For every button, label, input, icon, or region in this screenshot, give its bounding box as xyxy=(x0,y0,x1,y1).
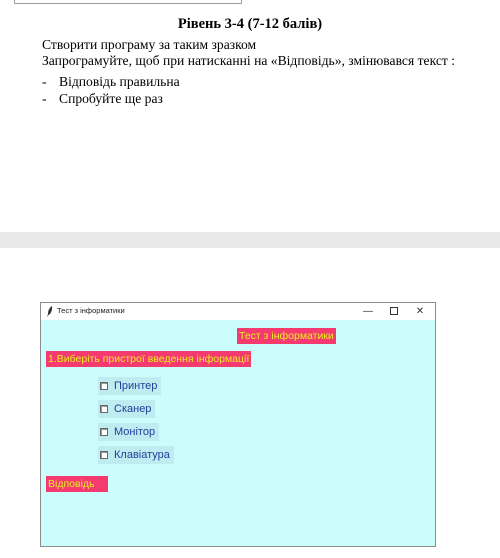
feather-icon xyxy=(47,306,53,317)
app-window xyxy=(40,302,436,547)
maximize-icon xyxy=(390,307,398,315)
checkbox-icon xyxy=(100,428,108,436)
doc-line-1: Створити програму за таким зразком xyxy=(42,37,257,52)
option-monitor-checkbox[interactable] xyxy=(98,423,159,441)
option-label: Сканер xyxy=(114,403,152,415)
doc-bullet-text: Відповідь правильна xyxy=(59,74,180,89)
doc-line-2: Запрограмуйте, щоб при натисканні на «Відповідь», змінювався текст : xyxy=(42,53,455,68)
doc-bullet-2: - Спробуйте ще раз xyxy=(42,91,163,106)
question-label: 1.Виберіть пристрої введення інформації xyxy=(48,353,250,365)
doc-bullet-text: Спробуйте ще раз xyxy=(59,91,163,106)
option-keyboard-checkbox[interactable] xyxy=(98,446,174,464)
maximize-button[interactable] xyxy=(381,303,407,320)
minimize-button[interactable]: — xyxy=(363,306,373,317)
checkbox-icon xyxy=(100,405,108,413)
document-page xyxy=(0,0,500,232)
window-titlebar[interactable] xyxy=(41,303,435,320)
checkbox-icon xyxy=(100,382,108,390)
header-label: Тест з інформатики xyxy=(239,330,334,342)
page-gap xyxy=(0,232,500,248)
checkbox-icon xyxy=(100,451,108,459)
option-label: Монітор xyxy=(114,426,156,438)
window-title: Тест з інформатики xyxy=(57,306,125,315)
doc-heading: Рівень 3-4 (7-12 балів) xyxy=(177,16,323,32)
option-label: Клавіатура xyxy=(114,449,170,461)
answer-button[interactable]: Відповідь xyxy=(46,476,108,492)
doc-bullet-1: - Відповідь правильна xyxy=(42,74,180,89)
close-button[interactable]: ✕ xyxy=(415,306,425,317)
option-printer-checkbox[interactable] xyxy=(98,377,161,395)
window-client-area xyxy=(41,320,435,546)
table-border-fragment xyxy=(14,0,242,4)
option-label: Принтер xyxy=(114,380,158,392)
option-scanner-checkbox[interactable] xyxy=(98,400,155,418)
